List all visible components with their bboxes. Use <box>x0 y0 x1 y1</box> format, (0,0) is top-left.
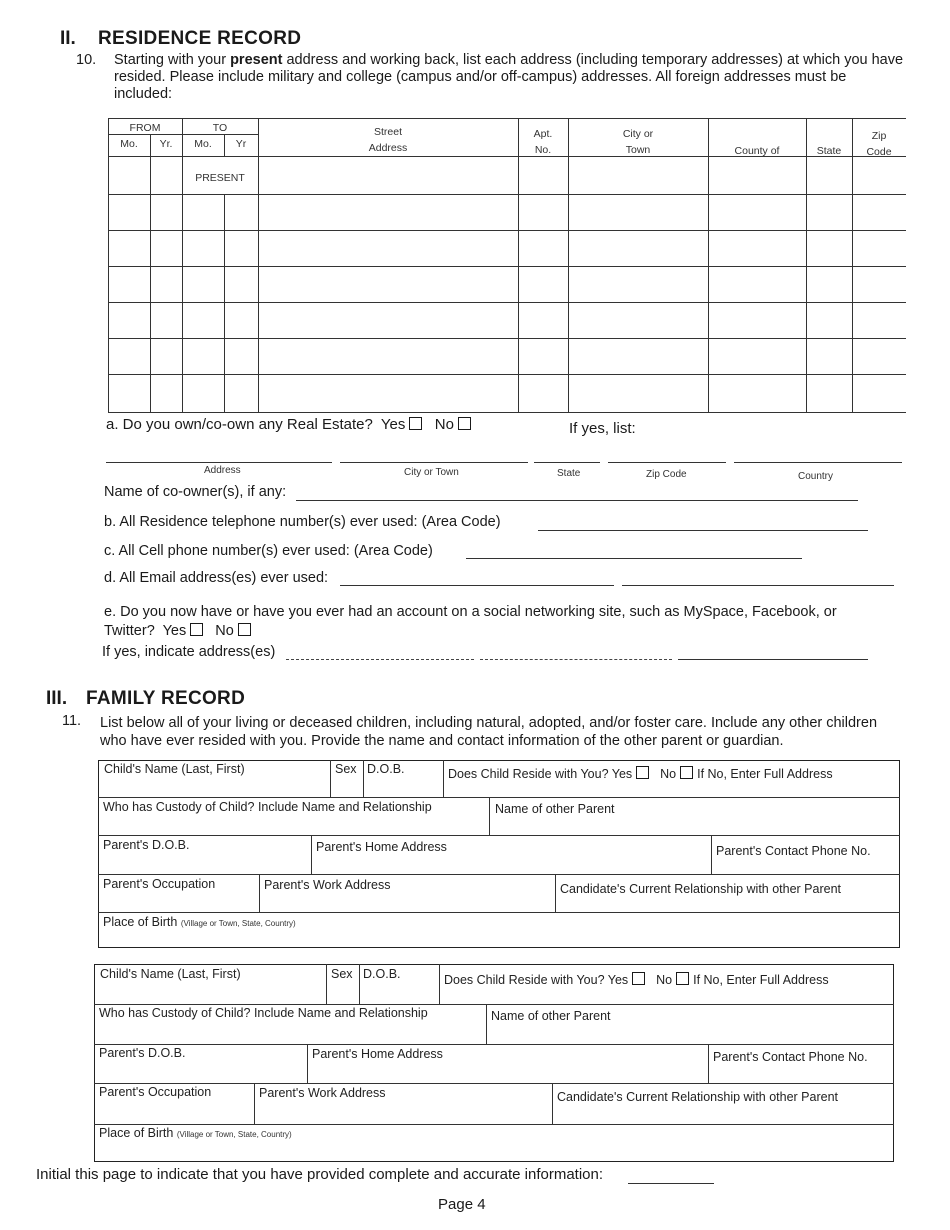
header-zip-2: Code <box>866 146 892 158</box>
city-label: City or Town <box>404 467 459 478</box>
question-number: 10. <box>76 52 97 68</box>
parent-work-label: Parent's Work Address <box>259 1086 386 1100</box>
relationship-label: Candidate's Current Relationship with other Parent <box>557 1090 839 1104</box>
country-line[interactable] <box>734 462 902 463</box>
table-line <box>711 835 712 874</box>
address-line[interactable] <box>106 462 332 463</box>
header-street-2: Address <box>368 142 408 154</box>
parent-occupation-label: Parent's Occupation <box>103 877 216 891</box>
sex-label: Sex <box>335 762 357 776</box>
header-apt-2: No. <box>534 144 552 156</box>
address-label: Address <box>204 465 241 476</box>
table-line <box>108 266 906 267</box>
table-line <box>258 118 259 412</box>
header-apt-1: Apt. <box>533 128 553 140</box>
table-line <box>94 1044 894 1045</box>
section-number: III. <box>46 688 68 709</box>
table-line <box>108 338 906 339</box>
table-line <box>94 1124 894 1125</box>
relationship-label: Candidate's Current Relationship with other Parent <box>560 882 842 896</box>
social-question: e. Do you now have or have you ever had an account on a social networking site, such as MySpace, Facebook, or Twitter? Yes No <box>104 604 837 639</box>
family-instructions: List below all of your living or deceased children, including natural, adopted, and/or foster care. Include any other children who have ever resided with you. Provide the name and contact information of the other parent or guardian. <box>100 715 878 749</box>
real-estate-no-checkbox[interactable] <box>458 417 471 430</box>
table-line <box>98 912 900 913</box>
if-yes-list-label: If yes, list: <box>569 420 636 437</box>
social-address-label: If yes, indicate address(es) <box>102 644 276 660</box>
header-street-1: Street <box>373 126 402 138</box>
reside-no-checkbox[interactable] <box>680 766 693 779</box>
header-to: TO <box>212 122 228 134</box>
social-address-field-2[interactable] <box>480 659 672 660</box>
reside-question: Does Child Reside with You? Yes No If No, Enter Full Address <box>444 973 829 987</box>
reside-question: Does Child Reside with You? Yes No If No, Enter Full Address <box>448 767 833 781</box>
coowner-label: Name of co-owner(s), if any: <box>104 484 287 500</box>
parent-phone-label: Parent's Contact Phone No. <box>716 844 871 858</box>
cell-phone-field[interactable] <box>466 558 802 559</box>
state-line[interactable] <box>534 462 600 463</box>
table-line <box>150 134 151 412</box>
header-zip-1: Zip <box>871 130 887 142</box>
table-line <box>489 797 490 835</box>
reside-no-checkbox[interactable] <box>676 972 689 985</box>
table-line <box>359 964 360 1004</box>
table-line <box>552 1083 553 1124</box>
parent-dob-label: Parent's D.O.B. <box>103 838 190 852</box>
table-line <box>443 760 444 797</box>
table-line <box>486 1004 487 1044</box>
initial-statement: Initial this page to indicate that you have provided complete and accurate information: <box>36 1166 604 1183</box>
reside-yes-checkbox[interactable] <box>636 766 649 779</box>
email-field-2[interactable] <box>622 585 894 586</box>
table-line <box>224 134 225 156</box>
table-line <box>94 1083 894 1084</box>
dob-label: D.O.B. <box>363 967 401 981</box>
table-line <box>182 118 183 412</box>
header-state: State <box>816 145 842 157</box>
parent-dob-label: Parent's D.O.B. <box>99 1046 186 1060</box>
header-city-1: City or <box>622 128 654 140</box>
table-line <box>439 964 440 1004</box>
table-line <box>108 134 258 135</box>
state-label: State <box>557 468 581 479</box>
parent-home-label: Parent's Home Address <box>312 1047 443 1061</box>
section-title: RESIDENCE RECORD <box>98 28 302 49</box>
table-line <box>108 194 906 195</box>
table-line <box>708 1044 709 1083</box>
coowner-field[interactable] <box>296 500 858 501</box>
table-line <box>108 302 906 303</box>
country-label: Country <box>798 471 834 482</box>
parent-occupation-label: Parent's Occupation <box>99 1085 212 1099</box>
residence-phone-label: b. All Residence telephone number(s) ever used: (Area Code) <box>104 514 501 530</box>
table-line <box>307 1044 308 1083</box>
city-line[interactable] <box>340 462 528 463</box>
question-number: 11. <box>62 713 82 729</box>
section-number: II. <box>60 28 76 49</box>
residence-phone-field[interactable] <box>538 530 868 531</box>
table-line <box>708 118 709 412</box>
parent-home-label: Parent's Home Address <box>316 840 447 854</box>
table-line <box>330 760 331 797</box>
table-line <box>258 118 906 119</box>
table-line <box>311 835 312 874</box>
email-label: d. All Email address(es) ever used: <box>104 570 329 586</box>
header-from-year: Yr. <box>159 138 173 150</box>
social-no-checkbox[interactable] <box>238 623 251 636</box>
table-line <box>108 374 906 375</box>
table-line <box>108 156 906 157</box>
header-to-month: Mo. <box>194 138 212 150</box>
email-field-1[interactable] <box>340 585 614 586</box>
table-line <box>98 874 900 875</box>
birth-place-label: Place of Birth (Village or Town, State, Country) <box>103 915 296 929</box>
social-address-field-3[interactable] <box>678 659 868 660</box>
table-line <box>108 118 109 412</box>
parent-phone-label: Parent's Contact Phone No. <box>713 1050 868 1064</box>
table-line <box>568 118 569 412</box>
social-yes-checkbox[interactable] <box>190 623 203 636</box>
table-line <box>852 118 853 412</box>
table-line <box>98 797 900 798</box>
sex-label: Sex <box>331 967 353 981</box>
table-line <box>806 118 807 412</box>
dob-label: D.O.B. <box>367 762 405 776</box>
residence-instructions: Starting with your present address and working back, list each address (including temporary addresses) at which you have resided. Please include military and college (campus and/or off-campus) addresses. All foreign addresses must be included: <box>114 52 904 102</box>
header-county: County of <box>734 145 780 157</box>
present-label: PRESENT <box>195 172 245 184</box>
other-parent-label: Name of other Parent <box>495 802 615 816</box>
table-line <box>224 194 225 412</box>
child-name-label: Child's Name (Last, First) <box>100 967 241 981</box>
reside-yes-checkbox[interactable] <box>632 972 645 985</box>
page-number: Page 4 <box>438 1196 486 1213</box>
custody-label: Who has Custody of Child? Include Name and Relationship <box>103 800 432 814</box>
header-city-2: Town <box>625 144 651 156</box>
table-line <box>518 118 519 412</box>
parent-work-label: Parent's Work Address <box>264 878 391 892</box>
birth-place-label: Place of Birth (Village or Town, State, Country) <box>99 1126 292 1140</box>
header-from: FROM <box>129 122 161 134</box>
table-line <box>108 412 906 413</box>
table-line <box>326 964 327 1004</box>
table-line <box>94 1004 894 1005</box>
header-from-month: Mo. <box>120 138 138 150</box>
zip-label: Zip Code <box>646 469 687 480</box>
table-line <box>108 118 258 119</box>
cell-phone-label: c. All Cell phone number(s) ever used: (Area Code) <box>104 543 433 559</box>
real-estate-yes-checkbox[interactable] <box>409 417 422 430</box>
table-line <box>254 1083 255 1124</box>
table-line <box>259 874 260 912</box>
custody-label: Who has Custody of Child? Include Name and Relationship <box>99 1006 428 1020</box>
table-line <box>108 230 906 231</box>
section-title: FAMILY RECORD <box>86 688 246 709</box>
other-parent-label: Name of other Parent <box>491 1009 611 1023</box>
child-name-label: Child's Name (Last, First) <box>104 762 245 776</box>
initial-field[interactable] <box>628 1183 714 1184</box>
table-line <box>363 760 364 797</box>
zip-line[interactable] <box>608 462 726 463</box>
social-address-field-1[interactable] <box>286 659 474 660</box>
header-to-year: Yr <box>235 138 247 150</box>
real-estate-question: a. Do you own/co-own any Real Estate? Yes No <box>106 416 475 433</box>
table-line <box>555 874 556 912</box>
table-line <box>98 835 900 836</box>
